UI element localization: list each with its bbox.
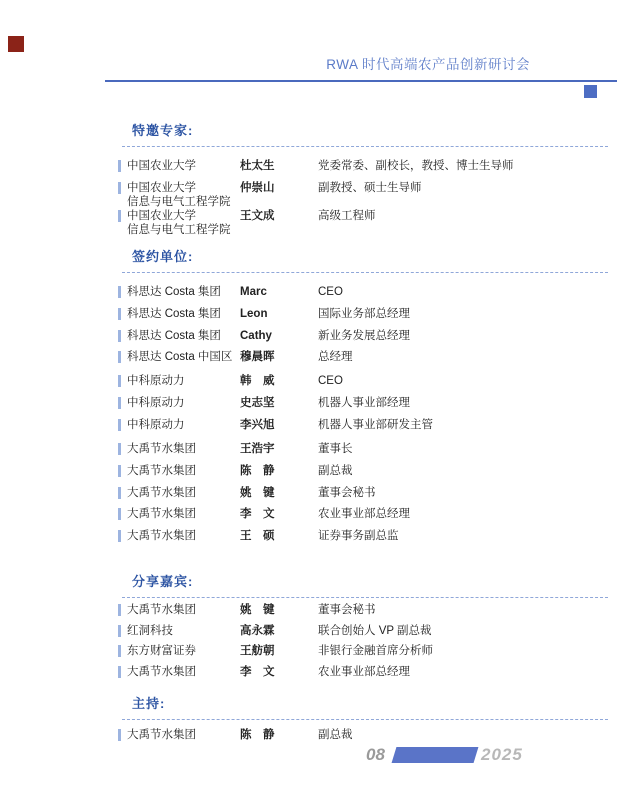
row-marker-bar xyxy=(118,645,121,657)
person-title: 农业事业部总经理 xyxy=(318,665,410,678)
organization-cell xyxy=(127,307,240,321)
organization-name: 中科原动力 xyxy=(127,418,185,431)
organization-cell xyxy=(127,181,240,209)
person-name: 王文成 xyxy=(240,209,275,222)
person-title: 证券事务副总监 xyxy=(318,530,399,543)
row-marker-bar xyxy=(118,465,121,477)
organization-cell xyxy=(127,644,240,658)
person-title: 总经理 xyxy=(318,351,353,364)
person-name: 李兴旭 xyxy=(240,418,275,431)
row-marker-bar xyxy=(118,443,121,455)
person-title: 新业务发展总经理 xyxy=(318,329,410,342)
organization-name: 大禹节水集团 xyxy=(127,604,196,616)
agenda-section xyxy=(118,697,608,750)
person-name: 杜太生 xyxy=(240,160,275,172)
person-name: 陈 静 xyxy=(240,729,275,741)
row-marker-bar xyxy=(118,308,121,320)
organization-cell xyxy=(127,529,240,543)
table-row xyxy=(118,644,608,658)
organization-name: 科思达 Costa 中国区 xyxy=(127,351,233,364)
person-name: 高永霖 xyxy=(240,624,275,637)
person-name: 韩 威 xyxy=(240,375,275,388)
person-name: 姚 键 xyxy=(240,486,275,499)
organization-department: 信息与电气工程学院 xyxy=(127,223,231,236)
organization-name: 科思达 Costa 集团 xyxy=(127,329,221,342)
footer-year: 2025 xyxy=(481,745,523,764)
person-name: Leon xyxy=(240,307,268,320)
table-row xyxy=(118,507,608,521)
person-title: 非银行金融首席分析师 xyxy=(318,645,433,657)
row-group xyxy=(118,285,608,364)
table-row xyxy=(118,374,608,388)
table-row xyxy=(118,486,608,500)
row-group xyxy=(118,159,608,237)
table-row xyxy=(118,209,608,237)
row-group xyxy=(118,374,608,432)
person-title: 董事会秘书 xyxy=(318,486,376,499)
row-marker-bar xyxy=(118,330,121,342)
person-title: CEO xyxy=(318,286,343,298)
person-title: 党委常委、副校长，教授、博士生导师 xyxy=(318,160,514,172)
section-heading: 特邀专家: xyxy=(122,124,608,147)
person-title: 董事长 xyxy=(318,442,353,455)
table-row xyxy=(118,181,608,209)
person-name: Marc xyxy=(240,286,267,298)
person-title: 机器人事业部研发主管 xyxy=(318,418,433,431)
row-marker-bar xyxy=(118,604,121,616)
table-row xyxy=(118,418,608,432)
person-title: 董事会秘书 xyxy=(318,604,376,616)
organization-cell xyxy=(127,329,240,343)
table-row xyxy=(118,307,608,321)
table-row xyxy=(118,350,608,364)
organization-name: 红洞科技 xyxy=(127,624,173,637)
row-marker-bar xyxy=(118,351,121,363)
row-marker-bar xyxy=(118,375,121,387)
person-name: Cathy xyxy=(240,329,272,342)
organization-name: 科思达 Costa 集团 xyxy=(127,286,221,298)
person-title: 机器人事业部经理 xyxy=(318,397,410,410)
organization-name: 大禹节水集团 xyxy=(127,486,196,499)
agenda-section xyxy=(118,124,608,237)
table-row xyxy=(118,329,608,343)
row-marker-bar xyxy=(118,666,121,678)
table-row xyxy=(118,396,608,410)
organization-name: 大禹节水集团 xyxy=(127,442,196,455)
row-marker-bar xyxy=(118,160,121,172)
corner-accent-square xyxy=(8,36,24,52)
person-title: 副教授、硕士生导师 xyxy=(318,181,422,194)
organization-cell xyxy=(127,486,240,500)
footer-accent-bar xyxy=(392,747,479,763)
organization-cell xyxy=(127,285,240,299)
person-title: 副总裁 xyxy=(318,464,353,477)
organization-department: 信息与电气工程学院 xyxy=(127,195,231,208)
page-header-title: RWA 时代高端农产品创新研讨会 xyxy=(326,57,530,72)
organization-name: 中国农业大学 xyxy=(127,181,196,194)
row-marker-bar xyxy=(118,530,121,542)
person-title: 副总裁 xyxy=(318,729,353,741)
organization-name: 大禹节水集团 xyxy=(127,464,196,477)
person-name: 李 文 xyxy=(240,665,275,678)
organization-name: 中科原动力 xyxy=(127,397,185,410)
person-name: 史志坚 xyxy=(240,397,275,410)
organization-cell xyxy=(127,350,240,364)
row-marker-bar xyxy=(118,508,121,520)
table-row xyxy=(118,665,608,679)
organization-cell xyxy=(127,665,240,679)
row-marker-bar xyxy=(118,625,121,637)
organization-cell xyxy=(127,209,240,237)
person-title: CEO xyxy=(318,375,343,388)
table-row xyxy=(118,159,608,173)
organization-name: 大禹节水集团 xyxy=(127,665,196,678)
person-title: 农业事业部总经理 xyxy=(318,508,410,521)
organization-name: 大禹节水集团 xyxy=(127,729,196,741)
person-name: 姚 键 xyxy=(240,604,275,616)
section-heading: 主持: xyxy=(122,697,608,720)
person-name: 王浩宇 xyxy=(240,442,275,455)
section-row-groups xyxy=(118,603,608,679)
organization-cell xyxy=(127,396,240,410)
table-row xyxy=(118,285,608,299)
person-title: 国际业务部总经理 xyxy=(318,307,410,320)
organization-name: 中科原动力 xyxy=(127,375,185,388)
person-name: 陈 静 xyxy=(240,464,275,477)
person-name: 穆晨晖 xyxy=(240,351,275,364)
organization-cell xyxy=(127,507,240,521)
organization-name: 大禹节水集团 xyxy=(127,508,196,521)
row-group xyxy=(118,728,608,742)
table-row xyxy=(118,624,608,638)
row-marker-bar xyxy=(118,397,121,409)
organization-name: 东方财富证券 xyxy=(127,645,196,657)
organization-name: 中国农业大学 xyxy=(127,209,196,222)
person-name: 王舫朝 xyxy=(240,645,275,657)
organization-cell xyxy=(127,159,240,173)
person-title: 高级工程师 xyxy=(318,209,376,222)
table-row xyxy=(118,442,608,456)
row-marker-bar xyxy=(118,210,121,222)
person-name: 王 硕 xyxy=(240,530,275,543)
organization-cell xyxy=(127,624,240,638)
row-group xyxy=(118,442,608,543)
organization-cell xyxy=(127,464,240,478)
row-marker-bar xyxy=(118,487,121,499)
section-row-groups xyxy=(118,285,608,543)
person-name: 仲崇山 xyxy=(240,181,275,194)
agenda-section xyxy=(118,250,608,551)
table-row xyxy=(118,529,608,543)
organization-cell xyxy=(127,418,240,432)
table-row xyxy=(118,603,608,617)
row-marker-bar xyxy=(118,182,121,194)
organization-cell xyxy=(127,442,240,456)
section-heading: 分享嘉宾: xyxy=(122,575,608,598)
header-divider-line xyxy=(105,80,617,82)
row-marker-bar xyxy=(118,286,121,298)
table-row xyxy=(118,464,608,478)
table-row xyxy=(118,728,608,742)
organization-name: 科思达 Costa 集团 xyxy=(127,307,221,320)
organization-cell xyxy=(127,728,240,742)
section-heading: 签约单位: xyxy=(122,250,608,273)
row-marker-bar xyxy=(118,729,121,741)
row-marker-bar xyxy=(118,419,121,431)
organization-name: 中国农业大学 xyxy=(127,160,196,172)
section-row-groups xyxy=(118,728,608,742)
organization-cell xyxy=(127,374,240,388)
organization-name: 大禹节水集团 xyxy=(127,530,196,543)
person-title: 联合创始人 VP 副总裁 xyxy=(318,624,432,637)
row-group xyxy=(118,603,608,679)
header-accent-square xyxy=(584,85,597,98)
section-row-groups xyxy=(118,159,608,237)
agenda-section xyxy=(118,575,608,685)
page-number: 08 xyxy=(366,745,385,764)
person-name: 李 文 xyxy=(240,508,275,521)
organization-cell xyxy=(127,603,240,617)
